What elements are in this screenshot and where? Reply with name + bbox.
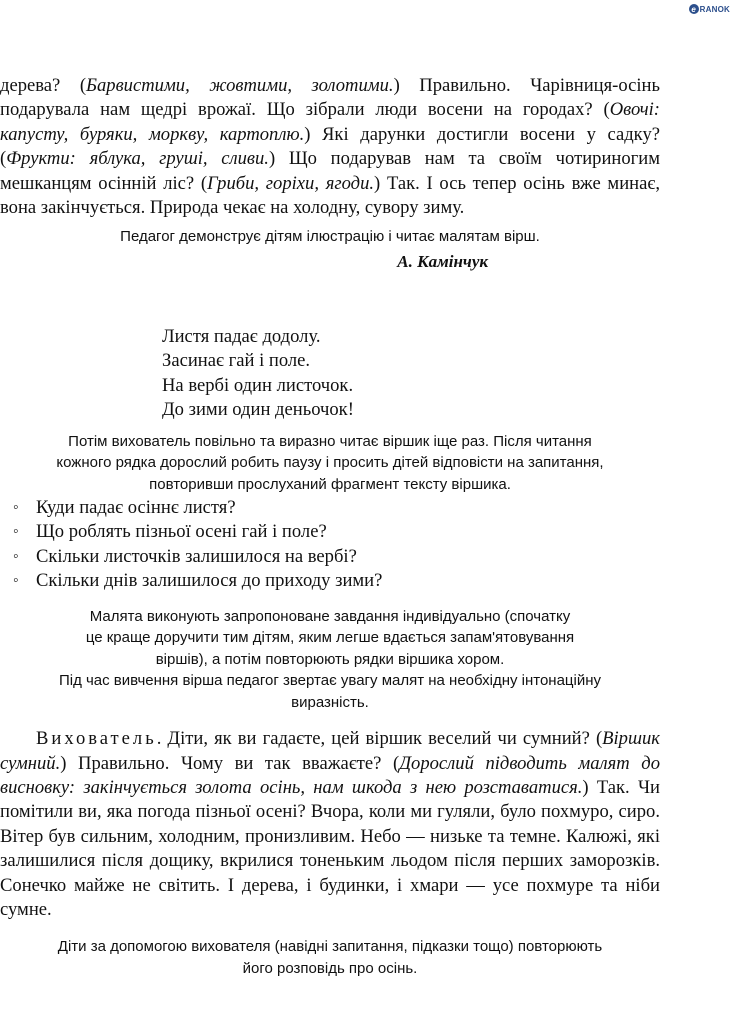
- list-item: ◦ Що роблять пізньої осені гай і поле?: [0, 520, 660, 544]
- speaker-label: Вихователь: [36, 728, 157, 750]
- stage-direction-1: Педагог демонструє дітям ілюстрацію і читає малятам вірш.: [120, 228, 540, 246]
- poem-line: На вербі один листочок.: [162, 374, 354, 396]
- intro-answer: Фрукти: яблука, груші, сливи.: [6, 148, 269, 170]
- stage-direction-2: Потім вихователь повільно та виразно читає віршик іще раз. Після читання кожного рядка дорослий робить паузу і просить дітей відповісти на запитання, повторивши прослуханий фрагмент тексту віршика.: [56, 432, 604, 493]
- intro-run: ) Що подарував нам та своїм чотириногим мешканцям осінній ліс? (: [0, 148, 660, 194]
- poem-line: Листя падає додолу.: [162, 325, 321, 347]
- intro-run: дерева? (: [0, 75, 87, 96]
- question-list: [0, 496, 660, 594]
- poem-line: Засинає гай і поле.: [162, 350, 311, 372]
- intro-run: ) Так. І ось тепер осінь вже минає, вона закінчується. Природа чекає на холодну, сувору зиму.: [0, 172, 660, 219]
- educator-answer: Дорослий підводить малят до висновку: закінчується золота осінь, нам шкода з нею розставатися.: [0, 752, 660, 798]
- poem: [162, 325, 660, 423]
- page-content: [0, 74, 660, 979]
- educator-answer: Віршик сумний.: [0, 728, 660, 774]
- list-item: ◦ Куди падає осіннє листя?: [0, 496, 660, 520]
- educator-run: ) Правильно. Чому ви так вважаєте? (: [60, 752, 400, 774]
- educator-run: . Діти, як ви гадаєте, цей віршик веселий чи сумний? (: [156, 728, 603, 750]
- intro-answer: Гриби, горіхи, ягоди.: [207, 172, 375, 194]
- stage-direction-4: Під час вивчення вірша педагог звертає увагу малят на необхідну інтонаційну виразність.: [58, 672, 602, 711]
- stage-direction-5: Діти за допомогою вихователя (навідні запитання, підказки тощо) повторюють його розповідь про осінь.: [57, 938, 603, 977]
- intro-answer: Барвистими, жовтими, золотими.: [86, 75, 394, 96]
- logo-mark: e: [689, 4, 699, 14]
- educator-paragraph: [0, 727, 660, 922]
- list-item: ◦ Скільки днів залишилося до приходу зими?: [0, 569, 660, 593]
- poem-line: До зими один деньочок!: [162, 399, 354, 421]
- intro-answer: Овочі: капусту, буряки, моркву, картоплю.: [0, 99, 660, 145]
- logo-text: RANOK: [699, 4, 730, 14]
- educator-run: ) Так. Чи помітили ви, яка погода пізньої осені? Вчора, коли ми гуляли, було похмуро, сиро. Вітер був сильним, холодним, пронизливим. Небо — низьке та темне. Калюжі, які залишилися після дощику, вкрилися тоненьким льодом після перших заморозків. Сонечко майже не світить. І дерева, і будинки, і хмари — усе похмуре та ніби сумне.: [0, 777, 660, 921]
- intro-run: ) Правильно. Чарівниця-осінь подарувала нам щедрі врожаї. Що зібрали люди восени на городах? (: [0, 75, 660, 121]
- list-item: ◦ Скільки листочків залишилося на вербі?: [0, 545, 660, 569]
- intro-run: ) Які дарунки достигли восени у садку? (: [0, 123, 660, 170]
- intro-paragraph: [0, 74, 660, 220]
- poem-author: А. Камінчук: [397, 251, 488, 271]
- publisher-logo: [689, 2, 730, 16]
- stage-direction-3: Малята виконують запропоноване завдання індивідуально (спочатку це краще доручити тим дітям, яким легше вдається запам'ятовування віршів), а потім повторюють рядки віршика хором.: [85, 607, 575, 668]
